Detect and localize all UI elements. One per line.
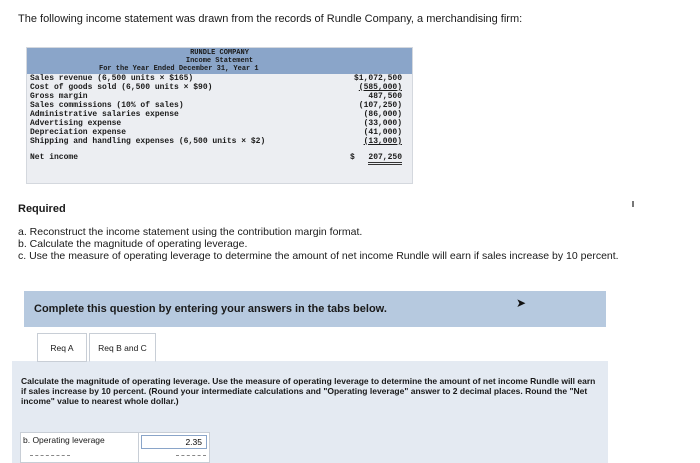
required-item: c. Use the measure of operating leverage to determine the amount of net income Rundle will earn if sales increase by 10 percent. [18,250,619,262]
required-heading: Required [18,203,66,215]
net-income-row: Net income $ 207,250 [30,153,412,162]
cropped-row-label [30,455,70,459]
tab-req-b-and-c[interactable]: Req B and C [89,333,156,362]
required-list [18,226,619,262]
statement-row: Sales revenue (6,500 units × $165) $1,072,500 [30,74,402,83]
company-name: RUNDLE COMPANY [190,49,249,57]
operating-leverage-label: b. Operating leverage [23,435,105,445]
statement-row: Sales commissions (10% of sales) (107,250) [30,101,402,110]
required-item: b. Calculate the magnitude of operating leverage. [18,238,248,250]
statement-row: Shipping and handling expenses (6,500 units × $2) (13,000) [30,137,402,146]
statement-row: Advertising expense (33,000) [30,119,402,128]
stray-mark [632,201,634,207]
statement-row: Administrative salaries expense (86,000) [30,110,402,119]
instruction-banner: Complete this question by entering your answers in the tabs below. [24,291,606,327]
statement-row: Cost of goods sold (6,500 units × $90) (585,000) [30,83,402,92]
statement-title: Income Statement [185,57,254,65]
divider [138,433,139,462]
cropped-row-value [176,455,206,459]
statement-row: Depreciation expense (41,000) [30,128,402,137]
intro-text: The following income statement was drawn from the records of Rundle Company, a merchandising firm: [18,13,523,25]
required-item: a. Reconstruct the income statement using the contribution margin format. [18,226,363,238]
operating-leverage-input[interactable] [141,435,207,449]
tab-req-a[interactable]: Req A [37,333,87,362]
statement-period: For the Year Ended December 31, Year 1 [99,65,259,73]
question-instructions: Calculate the magnitude of operating leverage. Use the measure of operating leverage to determine the amount of net income Rundle will earn if sales increase by 10 percent. (Round your intermediate calculations and "Operating leverage" answer to 2 decimal places. Round the "Net income" value to nearest whole dollar.) [21,376,596,406]
income-statement [26,47,413,184]
mouse-cursor-icon: ➤ [516,296,527,310]
statement-header [27,48,412,74]
statement-row: Gross margin 487,500 [30,92,402,101]
